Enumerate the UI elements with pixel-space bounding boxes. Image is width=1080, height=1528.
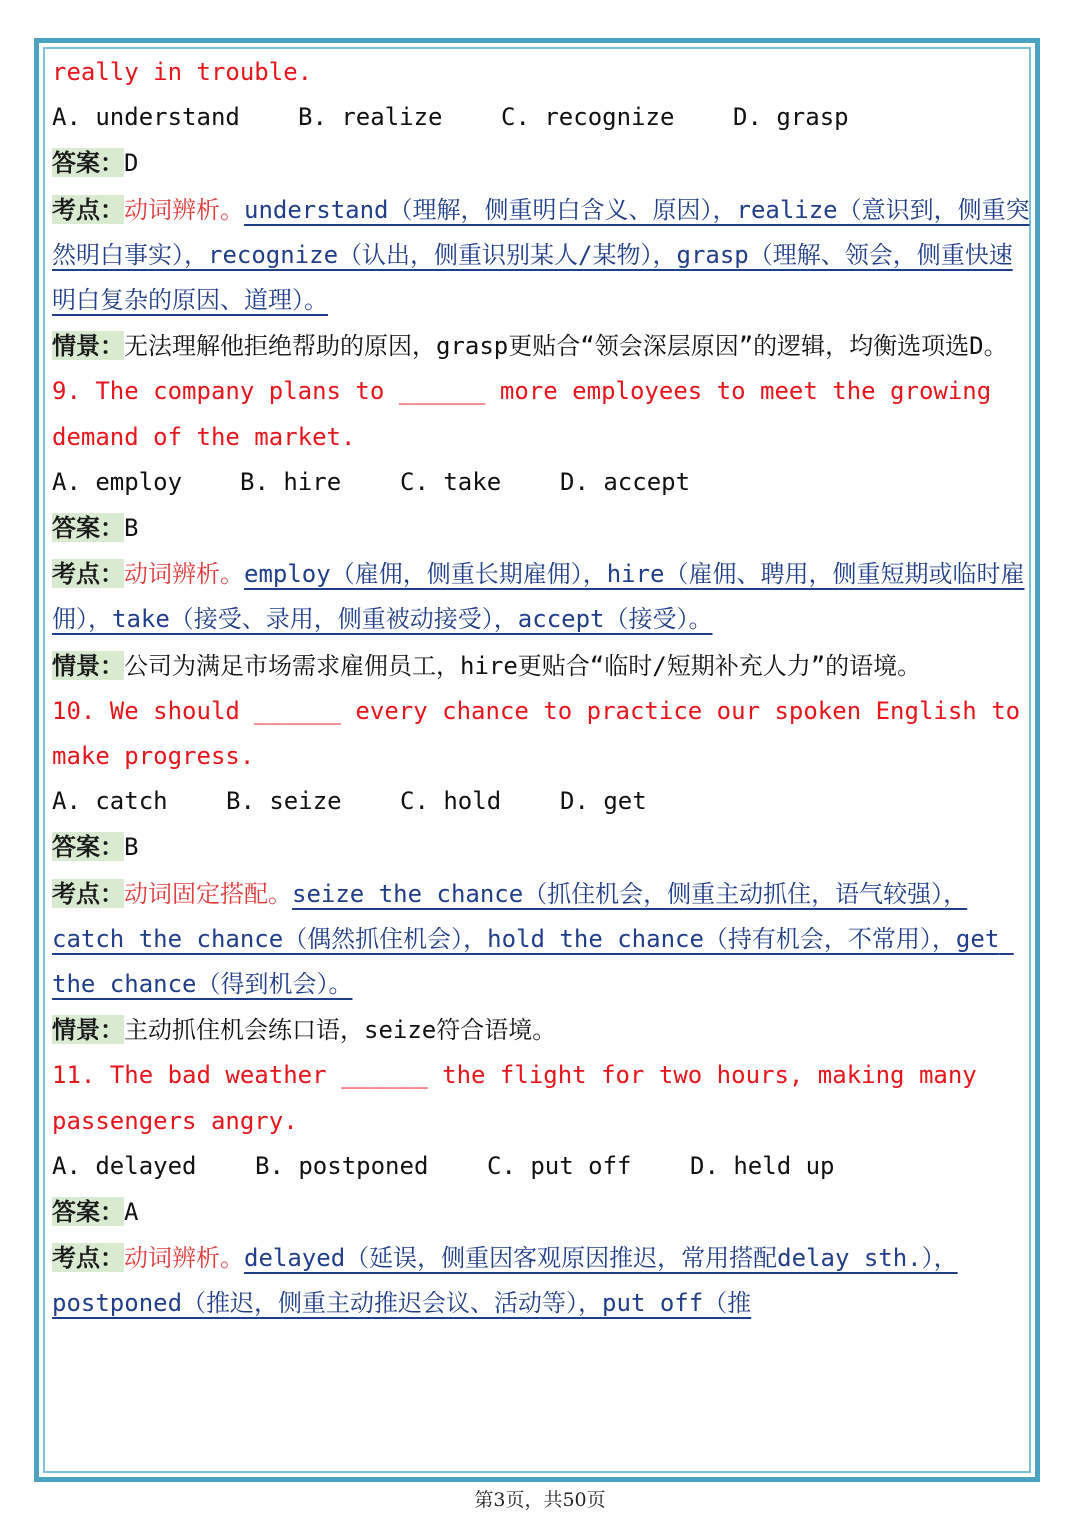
option-a: A. catch [52,787,168,816]
keypoint-label: 考点： [52,1243,124,1273]
option-d: D. held up [690,1151,835,1180]
question-10-answer [52,824,1032,870]
option-b: B. seize [226,787,342,816]
answer-value: B [124,514,139,543]
question-8-options [52,95,1032,140]
answer-value: D [124,149,139,178]
question-10-scene [52,1007,1032,1053]
question-9-scene [52,643,1032,689]
option-d: D. accept [560,467,691,496]
keypoint-label: 考点： [52,194,124,224]
question-10-keypoint [52,871,1032,1008]
scene-label: 情景： [52,1015,124,1045]
scene-text: 无法理解他拒绝帮助的原因，grasp更贴合“领会深层原因”的逻辑，均衡选项选D。 [124,332,1008,361]
question-8-answer [52,140,1032,186]
answer-label: 答案： [52,832,124,862]
question-8-keypoint [52,187,1032,324]
option-c: C. recognize [501,103,675,132]
answer-label: 答案： [52,513,124,543]
scene-text: 主动抓住机会练口语，seize符合语境。 [124,1016,557,1045]
scene-label: 情景： [52,650,124,680]
question-11-keypoint [52,1235,1032,1326]
scene-label: 情景： [52,331,124,361]
keypoint-category: 动词固定搭配。 [124,879,292,908]
answer-value: A [124,1198,139,1227]
question-9-options [52,460,1032,505]
question-10-text: 10. We should ______ every chance to practice our spoken English to make progress. [52,696,1035,771]
option-c: C. take [400,467,502,496]
question-10-options [52,779,1032,824]
option-b: B. postponed [255,1151,429,1180]
keypoint-label: 考点： [52,878,124,908]
keypoint-explanation: seize the chance（抓住机会，侧重主动抓住，语气较强），catch the chance（偶然抓住机会），hold the chance（持有机会，不常用），get the chance（得到机会）。 [52,879,1014,999]
question-9-text: 9. The company plans to ______ more employees to meet the growing demand of the market. [52,377,1006,451]
option-a: A. understand [52,103,240,132]
question-8-tail: really in trouble. [52,58,313,86]
scene-text: 公司为满足市场需求雇佣员工，hire更贴合“临时/短期补充人力”的语境。 [124,651,922,680]
question-9-keypoint [52,551,1032,642]
question-8-scene [52,323,1032,369]
option-c: C. hold [400,787,502,816]
answer-label: 答案： [52,1197,124,1227]
keypoint-label: 考点： [52,559,124,589]
question-11-answer [52,1189,1032,1235]
option-b: B. realize [298,103,443,132]
option-a: A. delayed [52,1151,197,1180]
question-9-answer [52,505,1032,551]
keypoint-category: 动词辨析。 [124,560,244,589]
keypoint-category: 动词辨析。 [124,1244,244,1273]
keypoint-explanation: employ（雇佣，侧重长期雇佣），hire（雇佣、聘用，侧重短期或临时雇佣），take（接受、录用，侧重被动接受），accept（接受）。 [52,560,1025,634]
option-b: B. hire [240,467,342,496]
answer-value: B [124,833,139,862]
keypoint-category: 动词辨析。 [124,195,244,224]
page-number: 第3页，共50页 [474,1489,606,1511]
document-body [52,50,1035,1327]
question-11-options [52,1144,1032,1189]
keypoint-explanation: understand（理解，侧重明白含义、原因），realize（意识到，侧重突然明白事实），recognize（认出，侧重识别某人/某物），grasp（理解、领会，侧重快速明白复杂的原因、道理）。 [52,195,1030,315]
question-11-text: 11. The bad weather ______ the flight for two hours, making many passengers angry. [52,1061,992,1135]
option-c: C. put off [487,1151,632,1180]
option-a: A. employ [52,467,183,496]
keypoint-explanation: delayed（延误，侧重因客观原因推迟，常用搭配delay sth.），postponed（推迟，侧重主动推迟会议、活动等），put off（推 [52,1244,958,1318]
option-d: D. get [560,787,647,816]
option-d: D. grasp [733,103,849,132]
answer-label: 答案： [52,148,124,178]
